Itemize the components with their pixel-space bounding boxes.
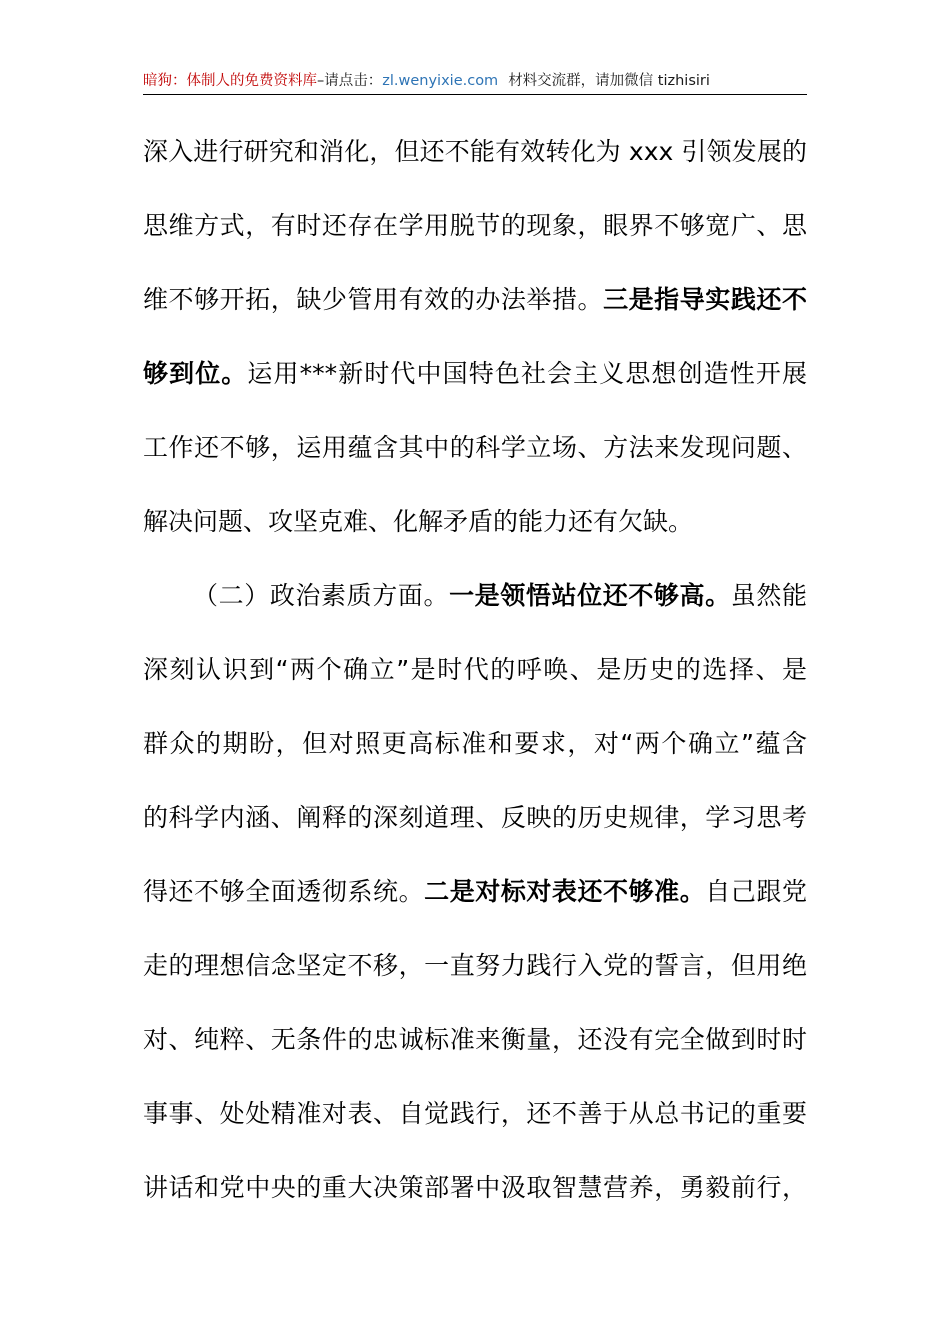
body-line: 群众的期盼，但对照更高标准和要求，对“两个确立”蕴含 bbox=[143, 729, 807, 758]
document-body bbox=[143, 115, 807, 1225]
header-brand-text: 暗狗：体制人的免费资料库 bbox=[143, 73, 317, 89]
bold-heading: 一是领悟站位还不够高。 bbox=[449, 581, 731, 610]
body-line: 讲话和党中央的重大决策部署中汲取智慧营养，勇毅前行， bbox=[143, 1173, 807, 1202]
header-wechat-text: 材料交流群，请加微信 tizhisiri bbox=[508, 73, 710, 89]
bold-heading: 三是指导实践还不 bbox=[603, 285, 807, 314]
body-text: 得还不够全面透彻系统。 bbox=[143, 877, 425, 906]
page-header bbox=[143, 68, 807, 94]
body-text: 运用***新时代中国特色社会主义思想创造性开展 bbox=[247, 359, 807, 388]
body-line: 对、纯粹、无条件的忠诚标准来衡量，还没有完全做到时时 bbox=[143, 1025, 807, 1054]
body-line: 工作还不够，运用蕴含其中的科学立场、方法来发现问题、 bbox=[143, 433, 807, 462]
body-text: 虽然能 bbox=[730, 581, 807, 610]
body-line: 的科学内涵、阐释的深刻道理、反映的历史规律，学习思考 bbox=[143, 803, 807, 832]
body-line bbox=[143, 263, 807, 337]
body-text: 维不够开拓，缺少管用有效的办法举措。 bbox=[143, 285, 604, 314]
header-divider bbox=[143, 94, 807, 95]
section-title: （二）政治素质方面。 bbox=[193, 581, 450, 610]
body-text: 自己跟党 bbox=[705, 877, 807, 906]
body-line bbox=[143, 559, 807, 633]
bold-heading: 二是对标对表还不够准。 bbox=[424, 877, 706, 906]
body-line: 思维方式，有时还存在学用脱节的现象，眼界不够宽广、思 bbox=[143, 211, 807, 240]
bold-heading: 够到位。 bbox=[143, 359, 248, 388]
body-line: 事事、处处精准对表、自觉践行，还不善于从总书记的重要 bbox=[143, 1099, 807, 1128]
body-line: 走的理想信念坚定不移，一直努力践行入党的誓言，但用绝 bbox=[143, 951, 807, 980]
body-line bbox=[143, 855, 807, 929]
body-line: 深入进行研究和消化，但还不能有效转化为 xxx 引领发展的 bbox=[143, 137, 807, 166]
body-line: 深刻认识到“两个确立”是时代的呼唤、是历史的选择、是 bbox=[143, 655, 807, 684]
header-website-link[interactable]: zl.wenyixie.com bbox=[382, 73, 499, 89]
body-line: 解决问题、攻坚克难、化解矛盾的能力还有欠缺。 bbox=[143, 507, 694, 536]
header-click-prompt: –请点击： bbox=[317, 73, 383, 89]
body-line bbox=[143, 337, 807, 411]
